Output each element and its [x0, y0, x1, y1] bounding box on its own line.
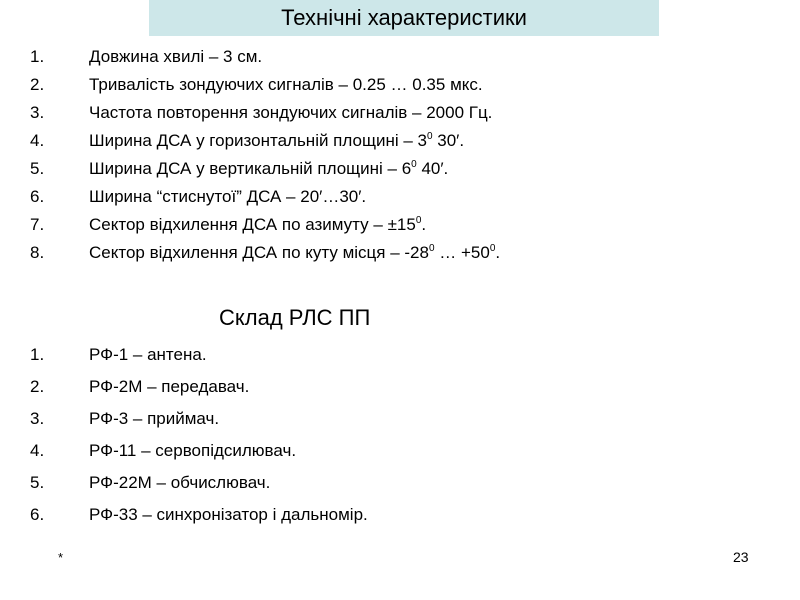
spec-item [0, 99, 800, 127]
spec-item [0, 183, 800, 211]
spec-item-text [89, 43, 262, 71]
spec-item-number: 8. [30, 243, 45, 262]
spec-item-text [89, 183, 366, 211]
page-number: 23 [733, 549, 749, 565]
spec-item-number: 7. [30, 215, 45, 234]
spec-item-text [89, 71, 483, 99]
composition-item-number: 4. [30, 441, 45, 460]
composition-item [0, 435, 800, 467]
composition-item-number: 6. [30, 505, 45, 524]
spec-text-part: Ширина “стиснутої” ДСА – 20′…30′. [89, 187, 367, 206]
spec-item-number: 3. [30, 103, 45, 122]
degree-superscript: 0 [415, 215, 422, 226]
composition-item [0, 403, 800, 435]
spec-text-part: . [421, 215, 427, 234]
spec-item [0, 211, 800, 239]
composition-item-text: РФ-11 – сервопідсилювач. [89, 441, 297, 460]
spec-item-text [89, 127, 464, 155]
composition-item-number: 2. [30, 377, 45, 396]
spec-item-text [89, 211, 426, 239]
composition-item [0, 371, 800, 403]
degree-superscript: 0 [426, 131, 433, 142]
spec-item [0, 155, 800, 183]
spec-item [0, 239, 800, 267]
spec-item-number: 6. [30, 187, 45, 206]
spec-item-number: 4. [30, 131, 45, 150]
spec-text-part: . [495, 243, 501, 262]
degree-superscript: 0 [489, 243, 496, 254]
footer-mark: * [58, 550, 64, 565]
composition-item-text: РФ-2М – передавач. [89, 377, 250, 396]
composition-item-text: РФ-33 – синхронізатор і дальномір. [89, 505, 368, 524]
composition-item [0, 467, 800, 499]
spec-text-part: 30′. [432, 131, 465, 150]
spec-text-part: Ширина ДСА у вертикальній площині – 6 [89, 159, 412, 178]
spec-item-text [89, 155, 448, 183]
composition-item [0, 339, 800, 371]
spec-item-number: 2. [30, 75, 45, 94]
spec-item [0, 127, 800, 155]
spec-item-text [89, 99, 492, 127]
composition-item-text: РФ-22М – обчислювач. [89, 473, 271, 492]
composition-item-number: 1. [30, 345, 45, 364]
slide-title: Технічні характеристики [281, 5, 527, 30]
composition-list [0, 339, 800, 531]
spec-text-part: Сектор відхилення ДСА по азимуту – ±15 [89, 215, 416, 234]
spec-text-part: 40′. [416, 159, 449, 178]
slide-title-box [149, 0, 659, 36]
degree-superscript: 0 [428, 243, 435, 254]
composition-item-number: 3. [30, 409, 45, 428]
spec-text-part: Ширина ДСА у горизонтальній площині – 3 [89, 131, 427, 150]
spec-text-part: … +50 [434, 243, 490, 262]
spec-item [0, 71, 800, 99]
spec-text-part: Довжина хвилі – 3 см. [89, 47, 263, 66]
spec-text-part: Частота повторення зондуючих сигналів – 2000 Гц. [89, 103, 493, 122]
composition-heading: Склад РЛС ПП [219, 305, 371, 330]
composition-item-text: РФ-3 – приймач. [89, 409, 220, 428]
composition-item [0, 499, 800, 531]
spec-item-number: 5. [30, 159, 45, 178]
composition-item-text: РФ-1 – антена. [89, 345, 207, 364]
degree-superscript: 0 [411, 159, 417, 170]
spec-item [0, 43, 800, 71]
spec-text-part: Тривалість зондуючих сигналів – 0.25 … 0.35 мкс. [89, 75, 483, 94]
spec-item-text [89, 239, 500, 267]
spec-item-number: 1. [30, 47, 45, 66]
spec-text-part: Сектор відхилення ДСА по куту місця – -28 [89, 243, 429, 262]
specifications-list [0, 43, 800, 267]
composition-item-number: 5. [30, 473, 45, 492]
